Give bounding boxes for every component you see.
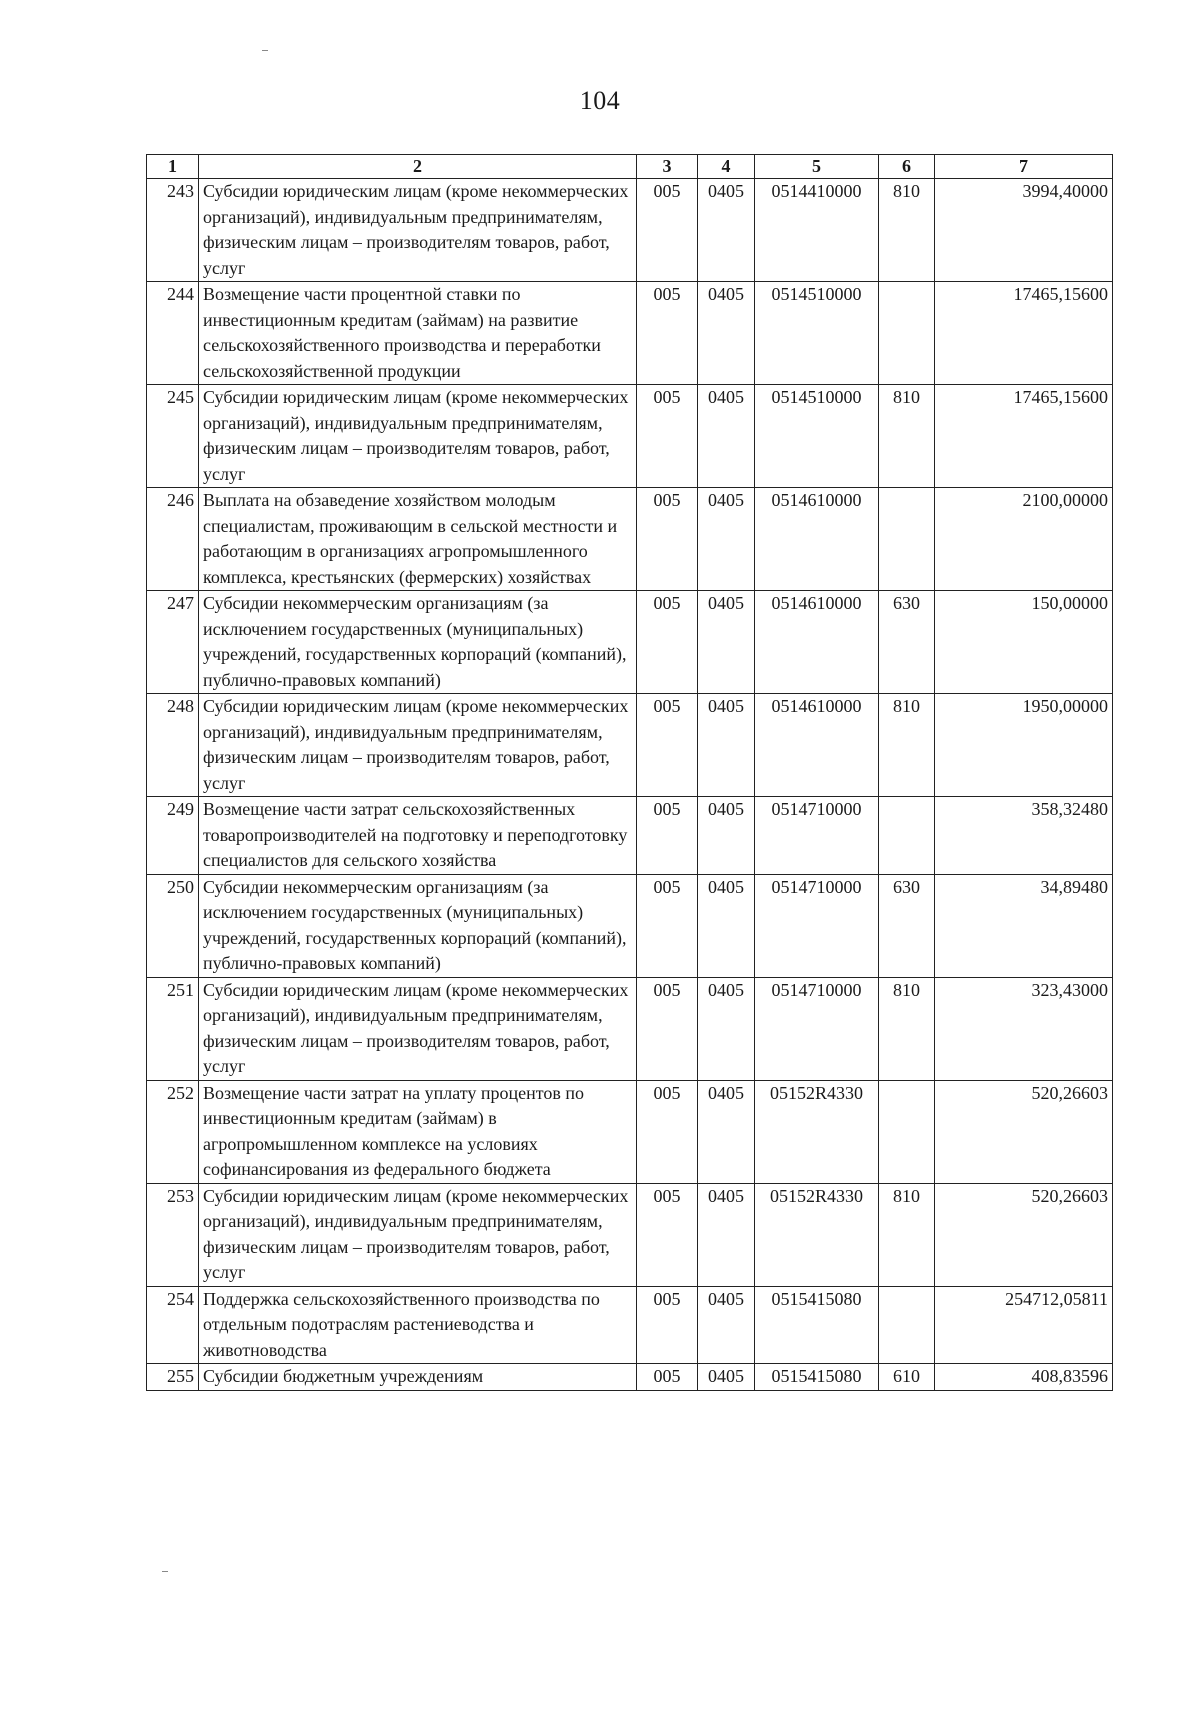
row-amount: 520,26603 — [935, 1183, 1113, 1286]
row-ministry-code: 005 — [637, 797, 698, 875]
row-section-code: 0405 — [698, 1286, 755, 1364]
row-ministry-code: 005 — [637, 1364, 698, 1391]
row-number: 253 — [147, 1183, 199, 1286]
row-amount: 408,83596 — [935, 1364, 1113, 1391]
row-target-code: 0514610000 — [755, 488, 879, 591]
row-target-code: 0515415080 — [755, 1364, 879, 1391]
table-row — [147, 385, 1113, 488]
row-ministry-code: 005 — [637, 1286, 698, 1364]
row-target-code: 0514710000 — [755, 874, 879, 977]
row-number: 244 — [147, 282, 199, 385]
row-target-code: 0514510000 — [755, 385, 879, 488]
row-target-code: 05152R4330 — [755, 1080, 879, 1183]
row-ministry-code: 005 — [637, 1183, 698, 1286]
row-expense-type — [879, 488, 935, 591]
row-name: Возмещение части затрат сельскохозяйственных товаропроизводителей на подготовку и переподготовку специалистов для сельского хозяйства — [199, 797, 637, 875]
row-amount: 520,26603 — [935, 1080, 1113, 1183]
row-number: 247 — [147, 591, 199, 694]
row-ministry-code: 005 — [637, 179, 698, 282]
row-name: Субсидии юридическим лицам (кроме некоммерческих организаций), индивидуальным предпринимателям, физическим лицам – производителям товаров, работ, услуг — [199, 1183, 637, 1286]
row-name: Субсидии юридическим лицам (кроме некоммерческих организаций), индивидуальным предпринимателям, физическим лицам – производителям товаров, работ, услуг — [199, 694, 637, 797]
table-body — [147, 179, 1113, 1391]
table-header — [147, 155, 1113, 179]
row-name: Субсидии юридическим лицам (кроме некоммерческих организаций), индивидуальным предпринимателям, физическим лицам – производителям товаров, работ, услуг — [199, 977, 637, 1080]
table-row — [147, 874, 1113, 977]
row-amount: 323,43000 — [935, 977, 1113, 1080]
row-section-code: 0405 — [698, 282, 755, 385]
budget-table — [146, 154, 1113, 1391]
row-name: Выплата на обзаведение хозяйством молодым специалистам, проживающим в сельской местности и работающим в организациях агропромышленного комплекса, крестьянских (фермерских) хозяйствах — [199, 488, 637, 591]
row-amount: 1950,00000 — [935, 694, 1113, 797]
row-section-code: 0405 — [698, 874, 755, 977]
table-row — [147, 1364, 1113, 1391]
row-expense-type: 810 — [879, 694, 935, 797]
header-col-4: 4 — [698, 155, 755, 179]
table-row — [147, 1183, 1113, 1286]
row-name: Субсидии некоммерческим организациям (за исключением государственных (муниципальных) учреждений, государственных корпораций (компаний), публично-правовых компаний) — [199, 591, 637, 694]
row-section-code: 0405 — [698, 488, 755, 591]
row-ministry-code: 005 — [637, 385, 698, 488]
row-section-code: 0405 — [698, 1080, 755, 1183]
row-name: Субсидии юридическим лицам (кроме некоммерческих организаций), индивидуальным предпринимателям, физическим лицам – производителям товаров, работ, услуг — [199, 179, 637, 282]
table-row — [147, 591, 1113, 694]
header-col-3: 3 — [637, 155, 698, 179]
row-amount: 17465,15600 — [935, 385, 1113, 488]
row-ministry-code: 005 — [637, 282, 698, 385]
row-section-code: 0405 — [698, 591, 755, 694]
row-ministry-code: 005 — [637, 488, 698, 591]
row-target-code: 0514710000 — [755, 797, 879, 875]
row-ministry-code: 005 — [637, 591, 698, 694]
header-col-1: 1 — [147, 155, 199, 179]
row-expense-type: 610 — [879, 1364, 935, 1391]
row-expense-type: 630 — [879, 591, 935, 694]
row-ministry-code: 005 — [637, 874, 698, 977]
scan-speck — [262, 50, 268, 51]
header-col-2: 2 — [199, 155, 637, 179]
table-row — [147, 488, 1113, 591]
row-number: 245 — [147, 385, 199, 488]
row-name: Поддержка сельскохозяйственного производства по отдельным подотраслям растениеводства и животноводства — [199, 1286, 637, 1364]
row-amount: 150,00000 — [935, 591, 1113, 694]
table-row — [147, 1080, 1113, 1183]
row-target-code: 0514610000 — [755, 694, 879, 797]
row-expense-type — [879, 282, 935, 385]
header-row — [147, 155, 1113, 179]
row-name: Возмещение части процентной ставки по инвестиционным кредитам (займам) на развитие сельскохозяйственного производства и переработки сельскохозяйственной продукции — [199, 282, 637, 385]
row-number: 250 — [147, 874, 199, 977]
header-col-5: 5 — [755, 155, 879, 179]
row-name: Возмещение части затрат на уплату процентов по инвестиционным кредитам (займам) в агропромышленном комплексе на условиях софинансирования из федерального бюджета — [199, 1080, 637, 1183]
table-row — [147, 694, 1113, 797]
row-expense-type — [879, 1080, 935, 1183]
row-number: 246 — [147, 488, 199, 591]
row-amount: 3994,40000 — [935, 179, 1113, 282]
table-row — [147, 282, 1113, 385]
row-target-code: 05152R4330 — [755, 1183, 879, 1286]
row-target-code: 0514610000 — [755, 591, 879, 694]
header-col-6: 6 — [879, 155, 935, 179]
table-row — [147, 179, 1113, 282]
row-ministry-code: 005 — [637, 977, 698, 1080]
row-number: 251 — [147, 977, 199, 1080]
row-section-code: 0405 — [698, 977, 755, 1080]
row-expense-type: 810 — [879, 1183, 935, 1286]
row-target-code: 0514710000 — [755, 977, 879, 1080]
row-number: 243 — [147, 179, 199, 282]
row-expense-type — [879, 1286, 935, 1364]
row-target-code: 0515415080 — [755, 1286, 879, 1364]
row-amount: 358,32480 — [935, 797, 1113, 875]
row-number: 248 — [147, 694, 199, 797]
row-section-code: 0405 — [698, 1364, 755, 1391]
row-section-code: 0405 — [698, 797, 755, 875]
table-row — [147, 797, 1113, 875]
row-expense-type: 810 — [879, 179, 935, 282]
row-ministry-code: 005 — [637, 694, 698, 797]
row-expense-type: 810 — [879, 385, 935, 488]
row-number: 249 — [147, 797, 199, 875]
page-number: 104 — [579, 86, 621, 115]
row-number: 255 — [147, 1364, 199, 1391]
row-name: Субсидии некоммерческим организациям (за исключением государственных (муниципальных) учреждений, государственных корпораций (компаний), публично-правовых компаний) — [199, 874, 637, 977]
row-ministry-code: 005 — [637, 1080, 698, 1183]
row-amount: 17465,15600 — [935, 282, 1113, 385]
table-row — [147, 977, 1113, 1080]
row-name: Субсидии юридическим лицам (кроме некоммерческих организаций), индивидуальным предпринимателям, физическим лицам – производителям товаров, работ, услуг — [199, 385, 637, 488]
row-expense-type: 630 — [879, 874, 935, 977]
row-number: 252 — [147, 1080, 199, 1183]
row-section-code: 0405 — [698, 1183, 755, 1286]
row-section-code: 0405 — [698, 385, 755, 488]
row-section-code: 0405 — [698, 179, 755, 282]
row-expense-type: 810 — [879, 977, 935, 1080]
row-amount: 254712,05811 — [935, 1286, 1113, 1364]
row-section-code: 0405 — [698, 694, 755, 797]
row-number: 254 — [147, 1286, 199, 1364]
row-target-code: 0514410000 — [755, 179, 879, 282]
row-target-code: 0514510000 — [755, 282, 879, 385]
row-expense-type — [879, 797, 935, 875]
scan-speck — [162, 1571, 168, 1572]
row-amount: 2100,00000 — [935, 488, 1113, 591]
header-col-7: 7 — [935, 155, 1113, 179]
row-name: Субсидии бюджетным учреждениям — [199, 1364, 637, 1391]
table-row — [147, 1286, 1113, 1364]
row-amount: 34,89480 — [935, 874, 1113, 977]
